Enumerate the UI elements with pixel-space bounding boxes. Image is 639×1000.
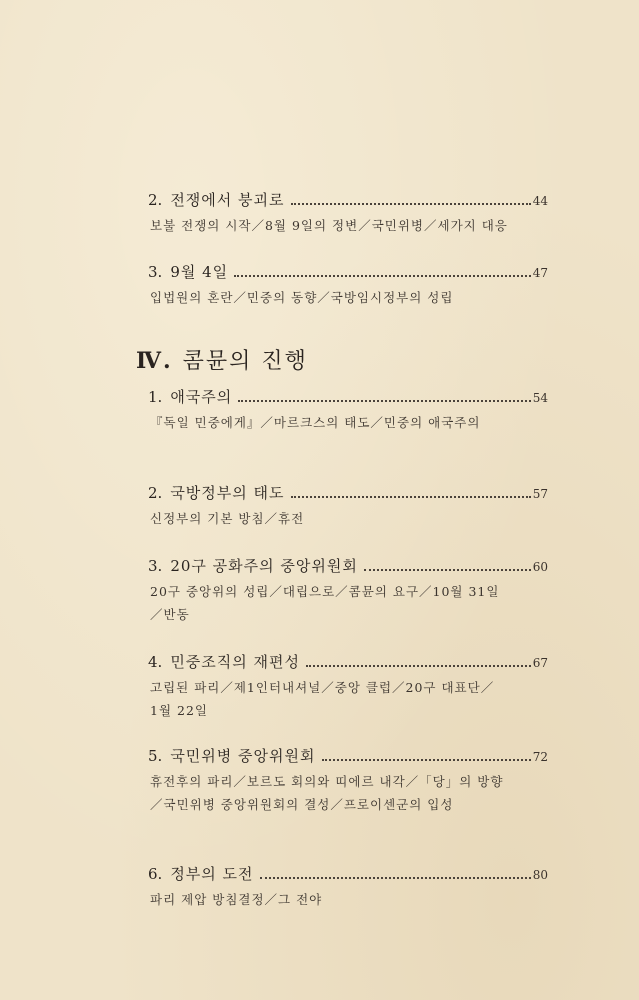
- chapter-heading: [136, 344, 308, 375]
- toc-entry: [148, 483, 548, 530]
- toc-entry: [148, 190, 548, 237]
- toc-entry: [148, 746, 548, 816]
- toc-entry-subtopics: 휴전후의 파리／보르도 회의와 띠에르 내각／「당」의 방향／국민위병 중앙위원회의 결성／프로이센군의 입성: [150, 774, 504, 812]
- toc-entry-page: 57: [532, 487, 548, 501]
- toc-entry-number: 2.: [148, 191, 163, 209]
- dot-leader: [234, 275, 531, 277]
- toc-entry-heading: [148, 387, 548, 408]
- toc-entry-heading: [148, 864, 548, 885]
- dot-leader: [306, 665, 531, 667]
- dot-leader: [322, 759, 531, 761]
- toc-entry-heading: [148, 262, 548, 283]
- toc-entry: [148, 556, 548, 626]
- toc-entry-page: 72: [532, 750, 548, 764]
- toc-entry-title: 애국주의: [170, 388, 233, 406]
- toc-entry-heading: [148, 483, 548, 504]
- toc-entry-number: 3.: [148, 263, 163, 281]
- toc-entry-subtopics: 파리 제압 방침결정／그 전야: [150, 892, 323, 907]
- toc-entry-number: 4.: [148, 653, 163, 671]
- toc-entry-title: 국민위병 중앙위원회: [170, 747, 316, 765]
- toc-entry-heading: [148, 746, 548, 767]
- dot-leader: [291, 496, 531, 498]
- toc-entry-number: 3.: [148, 557, 163, 575]
- toc-entry-title: 정부의 도전: [170, 865, 254, 883]
- toc-entry-subtopics: 고립된 파리／제1인터내셔널／중앙 클럽／20구 대표단／1월 22일: [150, 680, 495, 718]
- dot-leader: [364, 569, 531, 571]
- toc-entry-page: 67: [532, 656, 548, 670]
- toc-entry-subtopics: 신정부의 기본 방침／휴전: [150, 511, 305, 526]
- toc-entry-number: 1.: [148, 388, 163, 406]
- dot-leader: [238, 400, 530, 402]
- toc-entry-page: 80: [532, 868, 548, 882]
- toc-entry: [148, 864, 548, 911]
- toc-entry-page: 60: [532, 560, 548, 574]
- toc-entry-title: 국방정부의 태도: [170, 484, 285, 502]
- toc-entry-title: 민중조직의 재편성: [170, 653, 301, 671]
- toc-entry-subtopics: 보불 전쟁의 시작／8월 9일의 정변／국민위병／세가지 대응: [150, 218, 508, 233]
- toc-entry: [148, 387, 548, 434]
- chapter-number: Ⅳ.: [136, 348, 173, 374]
- toc-entry-heading: [148, 652, 548, 673]
- toc-entry-page: 47: [532, 266, 548, 280]
- toc-entry-number: 6.: [148, 865, 163, 883]
- toc-entry-heading: [148, 190, 548, 211]
- dot-leader: [260, 877, 531, 879]
- toc-entry: [148, 262, 548, 309]
- toc-entry-number: 2.: [148, 484, 163, 502]
- toc-entry-number: 5.: [148, 747, 163, 765]
- toc-entry-title: 20구 공화주의 중앙위원회: [170, 557, 358, 575]
- toc-entry-page: 44: [532, 194, 548, 208]
- dot-leader: [291, 203, 531, 205]
- toc-entry-subtopics: 『독일 민중에게』／마르크스의 태도／민중의 애국주의: [150, 415, 481, 430]
- chapter-title: 콤뮨의 진행: [182, 349, 308, 374]
- toc-entry-subtopics: 입법원의 혼란／민중의 동향／국방임시정부의 성립: [150, 290, 454, 305]
- toc-entry: [148, 652, 548, 722]
- toc-entry-page: 54: [532, 391, 548, 405]
- toc-entry-heading: [148, 556, 548, 577]
- toc-entry-subtopics: 20구 중앙위의 성립／대립으로／콤뮨의 요구／10월 31일／반동: [150, 584, 500, 622]
- toc-entry-title: 전쟁에서 붕괴로: [170, 191, 285, 209]
- toc-entry-title: 9월 4일: [170, 263, 229, 281]
